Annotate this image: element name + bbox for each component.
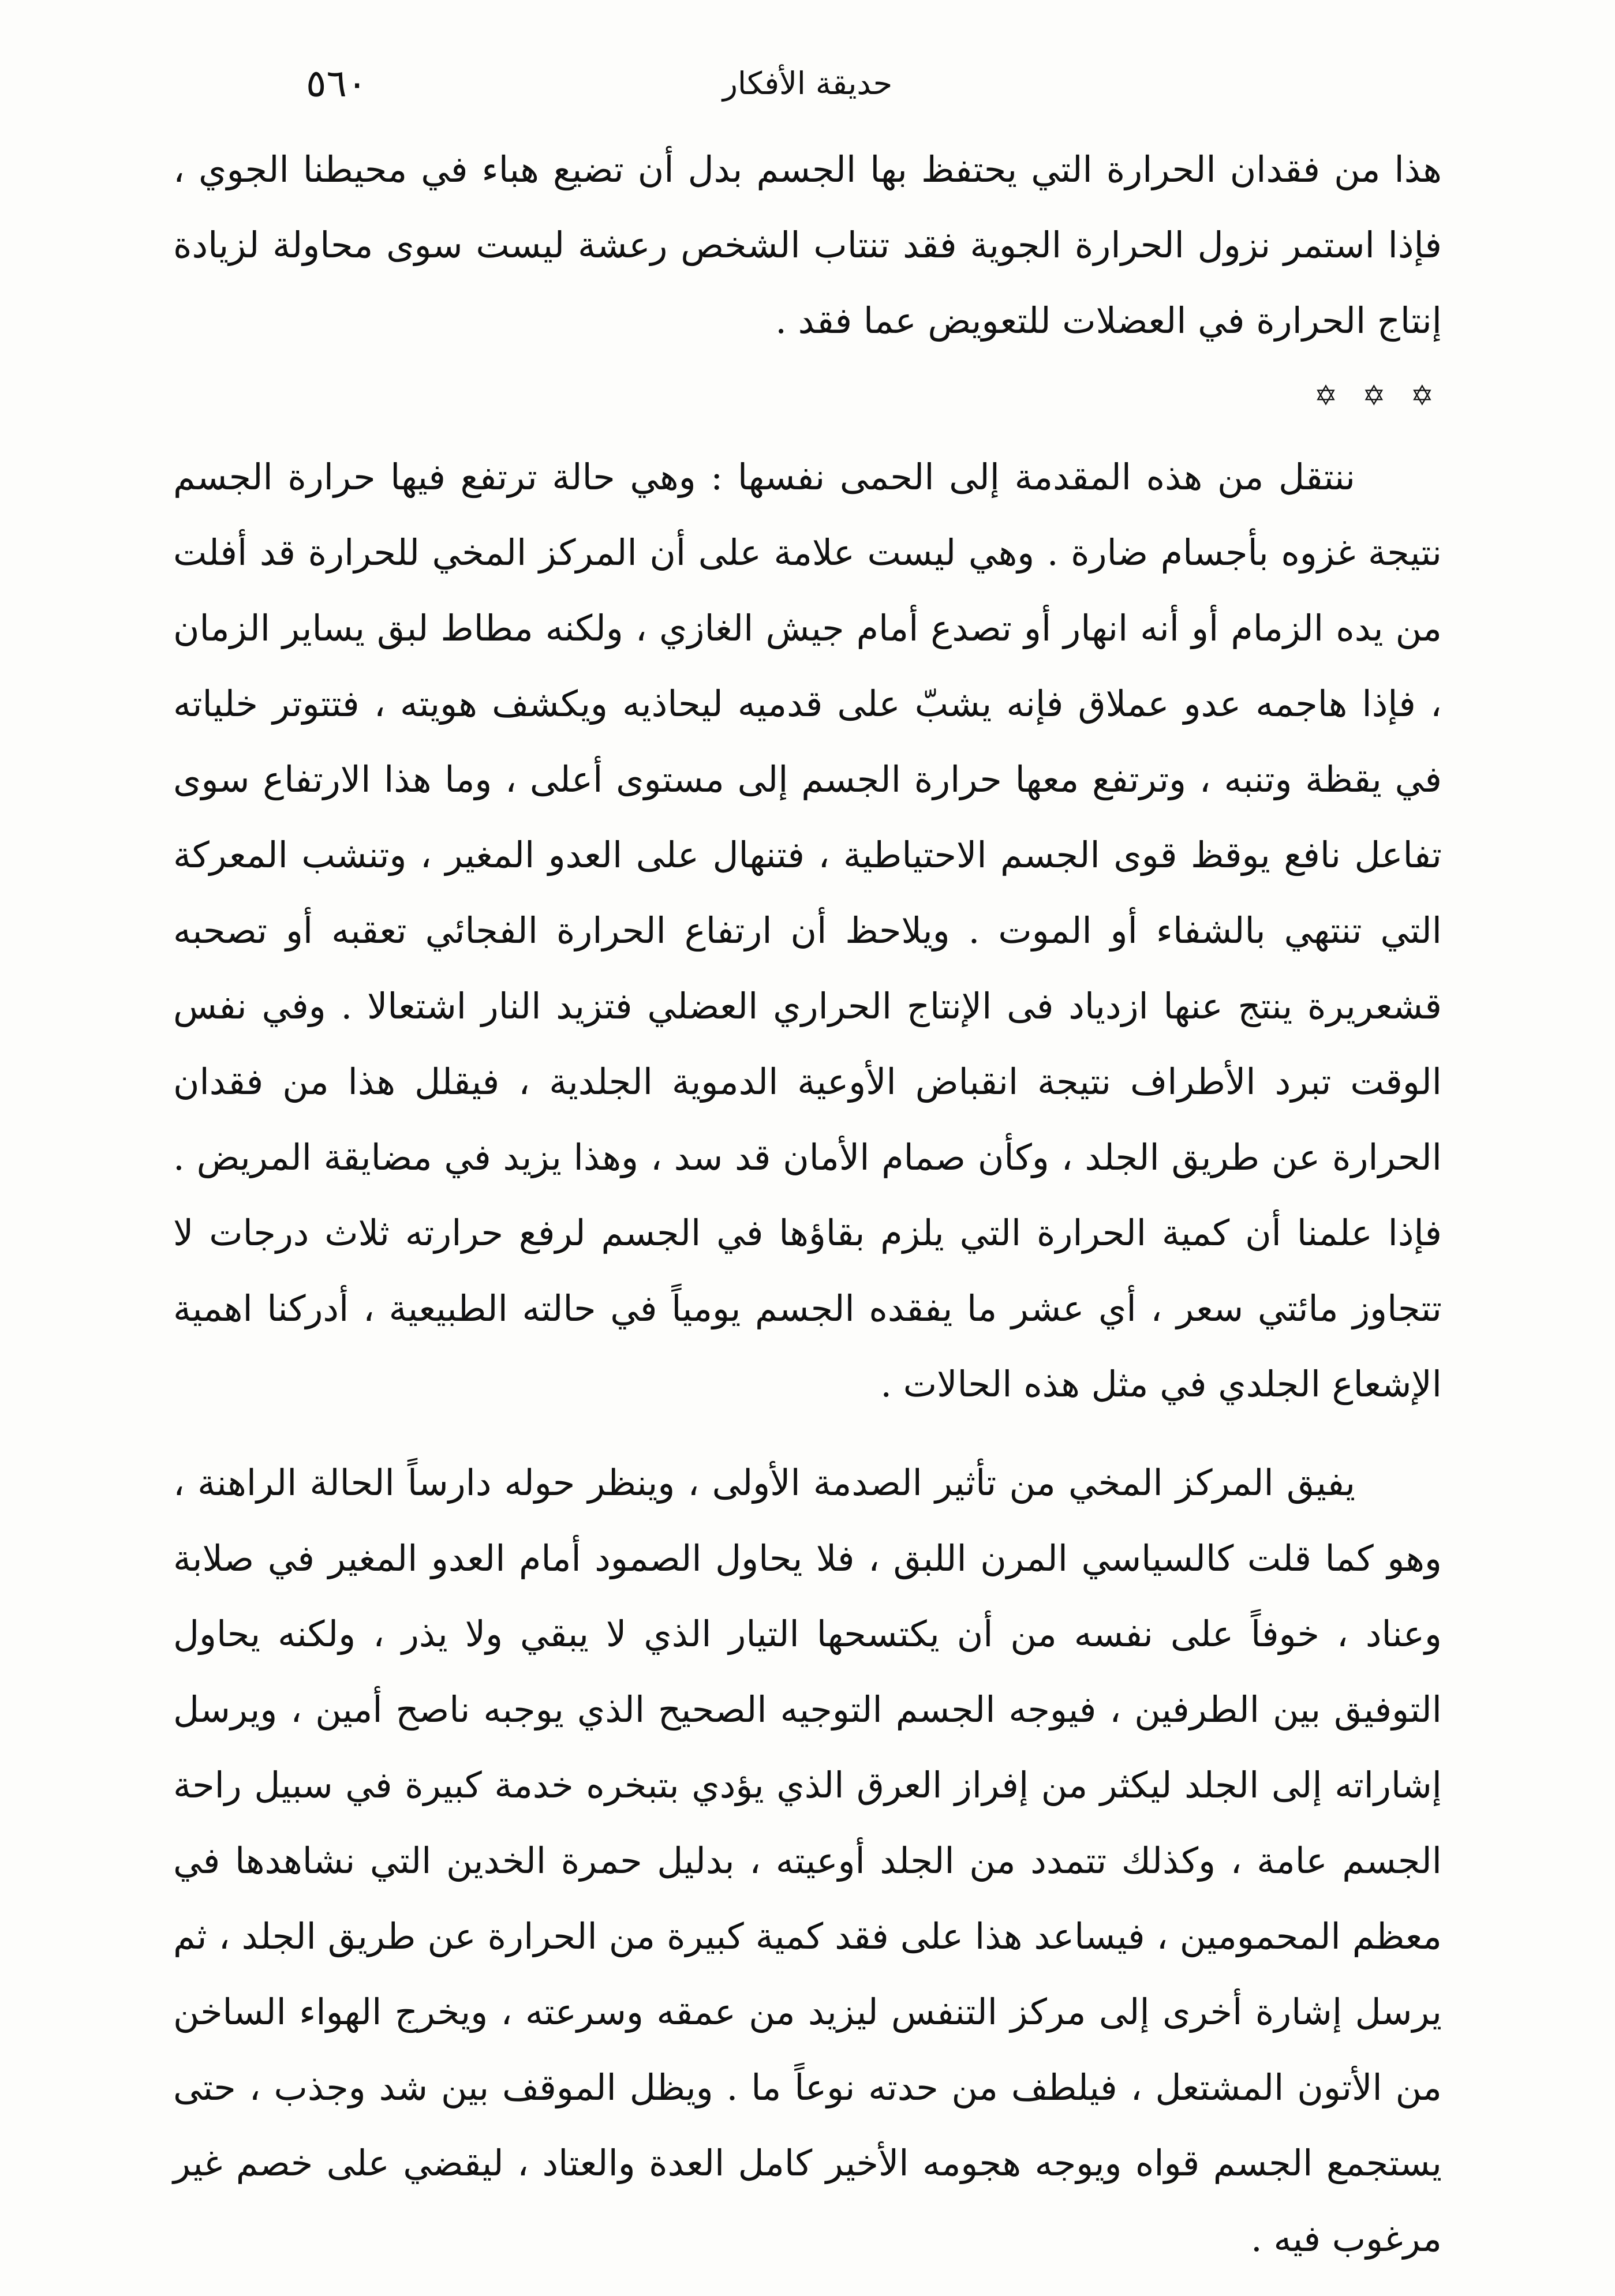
body-text xyxy=(173,132,1442,2276)
paragraph-2: ننتقل من هذه المقدمة إلى الحمى نفسها : وهي حالة ترتفع فيها حرارة الجسم نتيجة غزوه بأجسام ضارة . وهي ليست علامة على أن المركز المخي للحرارة قد أفلت من يده الزمام أو أنه انهار أو تصدع أمام جيش الغازي ، ولكنه مطاط لبق يساير الزمان ، فإذا هاجمه عدو عملاق فإنه يشبّ على قدميه ليحاذيه ويكشف هويته ، فتتوتر خلياته في يقظة وتنبه ، وترتفع معها حرارة الجسم إلى مستوى أعلى ، وما هذا الارتفاع سوى تفاعل نافع يوقظ قوى الجسم الاحتياطية ، فتنهال على العدو المغير ، وتنشب المعركة التي تنتهي بالشفاء أو الموت . ويلاحظ أن ارتفاع الحرارة الفجائي تعقبه أو تصحبه قشعريرة ينتج عنها ازدياد فى الإنتاج الحراري العضلي فتزيد النار اشتعالا . وفي نفس الوقت تبرد الأطراف نتيجة انقباض الأوعية الدموية الجلدية ، فيقلل هذا من فقدان الحرارة عن طريق الجلد ، وكأن صمام الأمان قد سد ، وهذا يزيد في مضايقة المريض . فإذا علمنا أن كمية الحرارة التي يلزم بقاؤها في الجسم لرفع حرارته ثلاث درجات لا تتجاوز مائتي سعر ، أي عشر ما يفقده الجسم يومياً في حالته الطبيعية ، أدركنا اهمية الإشعاع الجلدي في مثل هذه الحالات . xyxy=(173,456,1442,1405)
page-header xyxy=(173,55,1442,118)
section-break-stars: ✡ ✡ ✡ xyxy=(1314,380,1442,412)
paragraph-gap xyxy=(173,1422,1442,1445)
paragraph-3: يفيق المركز المخي من تأثير الصدمة الأولى ، وينظر حوله دارساً الحالة الراهنة ، وهو كما قلت كالسياسي المرن اللبق ، فلا يحاول الصمود أمام العدو المغير في صلابة وعناد ، خوفاً على نفسه من أن يكتسحها التيار الذي لا يبقي ولا يذر ، ولكنه يحاول التوفيق بين الطرفين ، فيوجه الجسم التوجيه الصحيح الذي يوجبه ناصح أمين ، ويرسل إشاراته إلى الجلد ليكثر من إفراز العرق الذي يؤدي بتبخره خدمة كبيرة في سبيل راحة الجسم عامة ، وكذلك تتمدد من الجلد أوعيته ، بدليل حمرة الخدين التي نشاهدها في معظم المحمومين ، فيساعد هذا على فقد كمية كبيرة من الحرارة عن طريق الجلد ، ثم يرسل إشارة أخرى إلى مركز التنفس ليزيد من عمقه وسرعته ، ويخرج الهواء الساخن من الأتون المشتعل ، فيلطف من حدته نوعاً ما . ويظل الموقف بين شد وجذب ، حتى يستجمع الجسم قواه ويوجه هجومه الأخير كامل العدة والعتاد ، ليقضي على خصم غير مرغوب فيه . xyxy=(173,1462,1442,2260)
running-title: حديقة الأفكار xyxy=(722,65,893,102)
paragraph-1: هذا من فقدان الحرارة التي يحتفظ بها الجسم بدل أن تضيع هباء في محيطنا الجوي ، فإذا استمر نزول الحرارة الجوية فقد تنتاب الشخص رعشة ليست سوى محاولة لزيادة إنتاج الحرارة في العضلات للتعويض عما فقد . xyxy=(173,148,1442,342)
page-number: ٥٦٠ xyxy=(306,61,368,106)
